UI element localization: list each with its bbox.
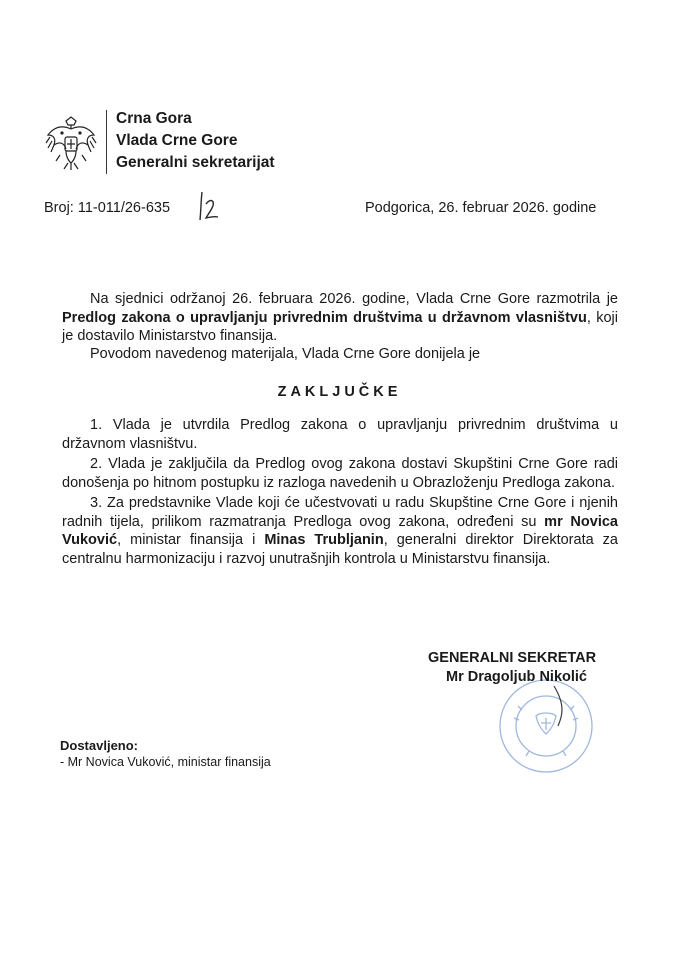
- conclusion-item-2: 2. Vlada je zaključila da Predlog ovog zakona dostavi Skupštini Crne Gore radi donošenja po hitnom postupku iz razloga navedenih u Obrazloženju Predloga zakona.: [62, 456, 618, 491]
- government-name: Vlada Crne Gore: [116, 132, 238, 149]
- intro-text-2: , koji je dostavilo Ministarstvo finansija.: [62, 309, 618, 344]
- official-stamp-icon: [496, 676, 596, 776]
- law-title: Predlog zakona o upravljanju privrednim društvima u državnom vlasništvu: [62, 309, 587, 326]
- distribution-item: - Mr Novica Vuković, ministar finansija: [60, 755, 271, 769]
- intro-paragraph-1: [62, 290, 618, 346]
- conclusions-list: [62, 416, 618, 570]
- conclusions-title: ZAKLJUČKE: [277, 384, 402, 400]
- intro-paragraph-2: Povodom navedenog materijala, Vlada Crne Gore donijela je: [90, 346, 481, 362]
- representative-name-2: Minas Trubljanin: [264, 532, 384, 548]
- item3-text-3: , generalni direktor Direktorata za centralnu harmonizaciju i razvoj unutrašnjih kontrola u Ministarstvu finansija.: [62, 532, 618, 567]
- conclusion-item-3: [62, 494, 618, 568]
- item3-text-1: 3. Za predstavnike Vlade koji će učestvovati u radu Skupštine Crne Gore i njenih radnih tijela, prilikom razmatranja Predloga ovog zakona, određeni su: [62, 495, 618, 530]
- coat-of-arms-icon: [44, 115, 98, 173]
- handwritten-number-mark: [196, 190, 220, 222]
- representative-name-1: mr Novica Vuković: [62, 513, 618, 548]
- signatory-title: GENERALNI SEKRETAR: [428, 650, 597, 666]
- intro-text-1: Na sjednici održanoj 26. februara 2026. godine, Vlada Crne Gore razmotrila je: [90, 291, 618, 307]
- signatory-name: Mr Dragoljub Nikolić: [446, 669, 587, 685]
- distribution-label: Dostavljeno:: [60, 738, 139, 753]
- institution-header: [116, 108, 275, 174]
- country-name: Crna Gora: [116, 110, 192, 127]
- item3-text-2: , ministar finansija i: [117, 532, 265, 548]
- document-date: Podgorica, 26. februar 2026. godine: [365, 200, 597, 216]
- reference-number: Broj: 11-011/26-635: [44, 200, 171, 216]
- secretariat-name: Generalni sekretarijat: [116, 154, 275, 171]
- header-divider: [106, 110, 107, 174]
- conclusion-item-1: 1. Vlada je utvrdila Predlog zakona o upravljanju privrednim društvima u državnom vlasništvu.: [62, 417, 618, 452]
